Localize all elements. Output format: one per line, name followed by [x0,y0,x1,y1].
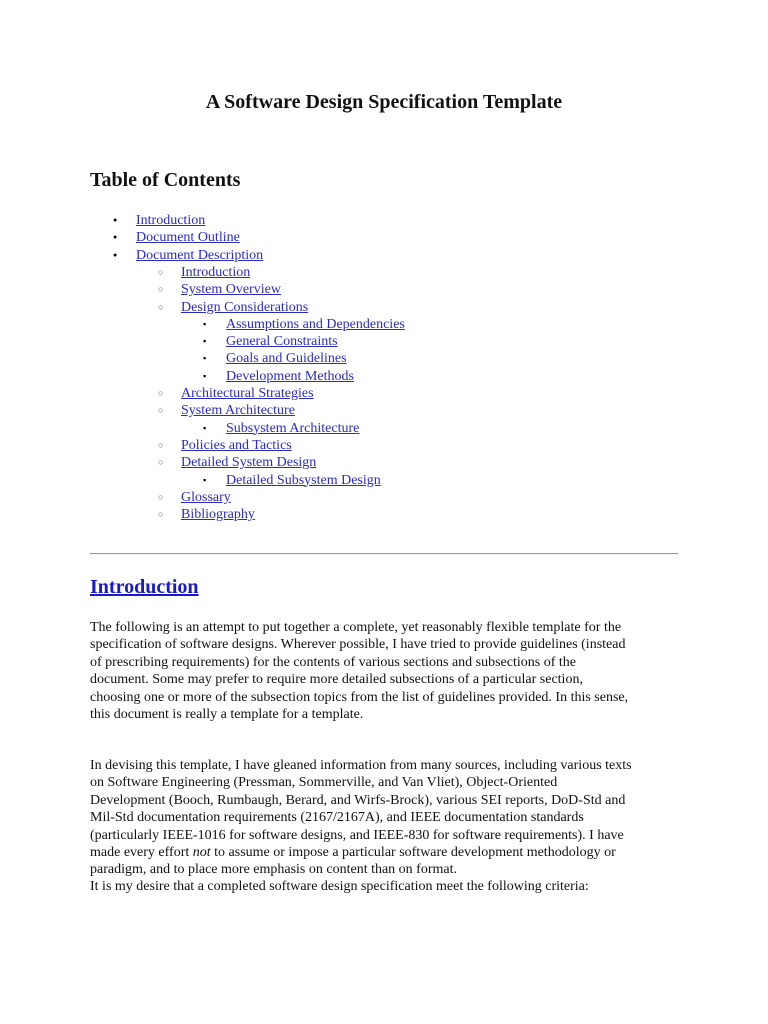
bullet-circle-icon: ○ [158,266,164,277]
paragraph-line: paradigm, and to place more emphasis on content than on format. [90,862,458,878]
paragraph-line: (particularly IEEE-1016 for software designs, and IEEE-830 for software requirements). I have [90,827,624,843]
bullet-circle-icon: ○ [158,301,164,312]
bullet-square-icon: ▪ [203,370,207,381]
bullet-circle-icon: ○ [158,284,164,295]
paragraph-line: of prescribing requirements) for the contents of various sections and subsections of the [90,654,576,670]
toc-link[interactable]: Design Considerations [181,299,309,315]
toc-heading: Table of Contents [90,169,241,191]
toc-link[interactable]: System Overview [181,282,281,298]
document-title: A Software Design Specification Template [205,91,563,113]
bullet-circle-icon: ○ [158,439,164,450]
bullet-square-icon: ▪ [203,422,207,433]
paragraph-line: made every effort not to assume or impose a particular software development methodology or [90,845,616,860]
toc-link[interactable]: Subsystem Architecture [226,420,360,436]
paragraph-line: In devising this template, I have gleaned information from many sources, including various texts [90,758,632,773]
bullet-square-icon: ▪ [203,474,207,485]
bullet-disc-icon: ● [113,216,118,224]
paragraph-line: document. Some may prefer to require more detailed subsections of a particular section, [90,672,583,688]
bullet-circle-icon: ○ [158,457,164,468]
toc-link[interactable]: Glossary [181,489,231,505]
paragraph-line: on Software Engineering (Pressman, Sommerville, and Van Vliet), Object-Oriented [90,775,558,791]
toc-link[interactable]: Document Outline [136,230,240,246]
paragraph-line: Mil-Std documentation requirements (2167/2167A), and IEEE documentation standards [90,810,584,826]
bullet-square-icon: ▪ [203,353,207,364]
toc-link[interactable]: Policies and Tactics [181,437,292,453]
toc-link[interactable]: Detailed System Design [181,455,317,471]
bullet-disc-icon: ● [113,233,118,242]
bullet-circle-icon: ○ [158,388,164,398]
toc-link[interactable]: Assumptions and Dependencies [226,316,405,332]
bullet-circle-icon: ○ [158,509,164,520]
paragraph-line: Development (Booch, Rumbaugh, Berard, and Wirfs-Brock), various SEI reports, DoD-Std and [90,792,626,808]
toc-link[interactable]: Architectural Strategies [181,386,314,401]
horizontal-rule [90,553,678,555]
toc-link[interactable]: Introduction [181,264,251,280]
toc-link[interactable]: Document Description [136,247,264,263]
introduction-heading-link[interactable]: Introduction [90,576,199,598]
bullet-circle-icon: ○ [158,491,164,502]
toc-link[interactable]: Bibliography [181,507,255,523]
toc-link[interactable]: Introduction [136,213,206,228]
paragraph-line: specification of software designs. Wherever possible, I have tried to provide guidelines (instead [90,637,626,653]
bullet-circle-icon: ○ [158,405,164,416]
paragraph-line: The following is an attempt to put together a complete, yet reasonably flexible template for the [90,620,622,635]
toc-link[interactable]: System Architecture [181,403,295,419]
bullet-square-icon: ▪ [203,318,207,329]
paragraph-line: this document is really a template for a template. [90,707,364,722]
toc-link[interactable]: Detailed Subsystem Design [226,472,381,488]
toc-link[interactable]: Development Methods [226,368,354,384]
toc-link[interactable]: General Constraints [226,334,338,350]
paragraph-line: It is my desire that a completed software design specification meet the following criteria: [90,879,589,894]
paragraph-line: choosing one or more of the subsection topics from the list of guidelines provided. In this sense, [90,689,629,705]
toc-link[interactable]: Goals and Guidelines [226,351,347,367]
bullet-square-icon: ▪ [203,336,207,347]
bullet-disc-icon: ● [113,250,118,259]
